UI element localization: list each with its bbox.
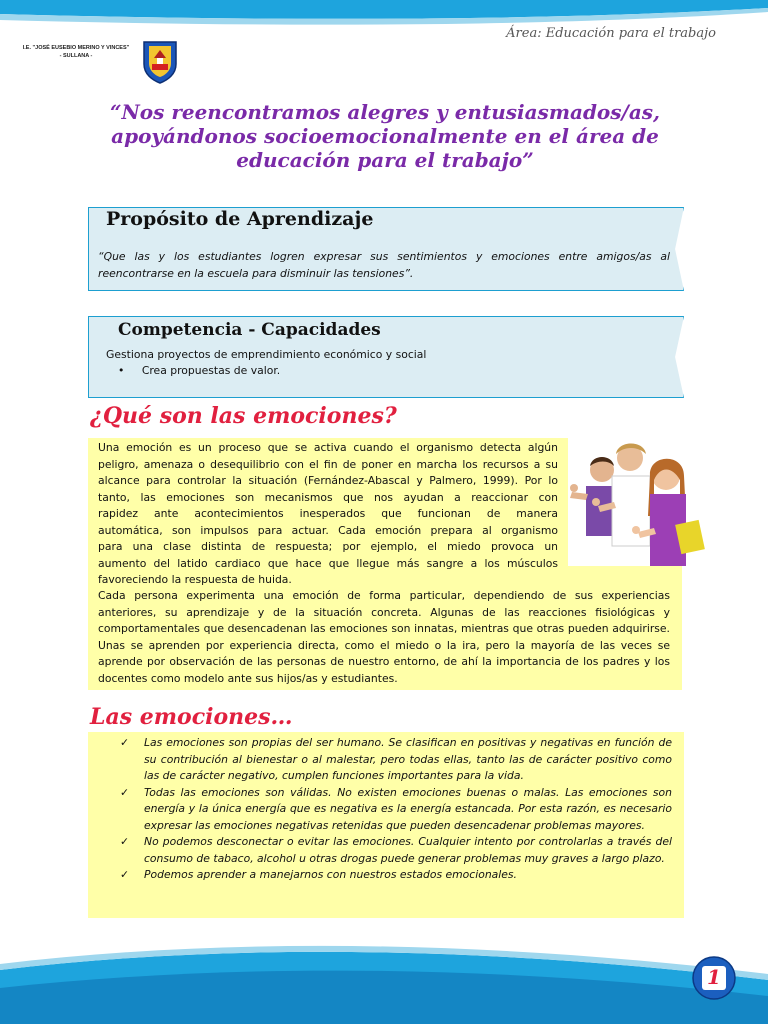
bullet-icon: •	[118, 364, 125, 377]
list-item	[94, 867, 672, 884]
footer-wave	[0, 930, 768, 1024]
page-number-badge	[690, 956, 738, 1000]
list-item-text: Todas las emociones son válidas. No existen emociones buenas o malas. Las emociones son energía y la única energía que es negativa es la energía estancada. Por esta razón, es necesario expresar las emociones negativas retenidas que pueden desencadenar problemas mayores.	[144, 785, 672, 832]
check-icon: ✓	[120, 736, 130, 749]
school-crest-icon	[140, 38, 180, 84]
competencia-bullet-text: Crea propuestas de valor.	[141, 364, 281, 377]
proposito-text: “Que las y los estudiantes logren expresar sus sentimientos y emociones entre amigos/as al reencontrarse en la escuela para disminuir las tensiones”.	[98, 250, 670, 280]
paragraph-line: para una clase distinta de respuesta; por ejemplo, el miedo provoca un	[98, 540, 558, 553]
paragraph-line: favoreciendo la respuesta de huida.	[98, 573, 292, 586]
competencia-bullet-item	[118, 363, 280, 380]
list-item-text: No podemos desconectar o evitar las emociones. Cualquier intento por controlarlas a través del consumo de tabaco, alcohol u otras drogas puede generar problemas muy graves a largo plazo.	[144, 835, 672, 865]
las-emociones-heading: Las emociones…	[90, 704, 293, 730]
school-city-line: - SULLANA -	[59, 53, 93, 59]
paragraph-line: Una emoción es un proceso que se activa cuando el organismo detecta algún	[98, 441, 558, 454]
page-title: “Nos reencontramos alegres y entusiasmados/as, apoyándonos socioemocionalmente en el área de educación para el trabajo”	[109, 100, 661, 172]
list-item	[94, 785, 672, 835]
school-name	[16, 44, 136, 60]
competencia-text: Gestiona proyectos de emprendimiento económico y social	[106, 348, 427, 361]
paragraph-line: alcance para controlar la situación (Fernández-Abascal y Palmero, 1999). Por lo	[98, 474, 558, 487]
check-icon: ✓	[120, 868, 130, 881]
page-number: 1	[707, 965, 721, 989]
check-icon: ✓	[120, 835, 130, 848]
list-item	[94, 735, 672, 785]
students-photo	[566, 436, 720, 566]
que-son-paragraph-2: Cada persona experimenta una emoción de forma particular, dependiendo de sus experiencias anteriores, su aprendizaje y de la situación concreta. Algunas de las reacciones fisiológicas y comportamentales que desencadenan las emociones son innatas, mientras que otras pueden adquirirse. Unas se aprenden por experiencia directa, como el miedo o la ira, pero la mayoría de las veces se aprende por observación de las personas de nuestro entorno, de ahí la importancia de los padres y los docentes como modelo ante sus hijos/as y estudiantes.	[98, 589, 670, 685]
paragraph-line: rapidez ante acontecimientos inesperados que funcionan de manera	[98, 507, 558, 520]
paragraph-line: aumento del latido cardiaco que hace que llegue más sangre a los músculos	[98, 556, 558, 570]
proposito-heading: Propósito de Aprendizaje	[106, 208, 374, 230]
paragraph-line: peligro, amenaza o desequilibrio con el fin de poner en marcha los recursos a su	[98, 457, 558, 471]
check-icon: ✓	[120, 785, 130, 799]
paragraph-line: tanto, las emociones son mecanismos que nos ayudan a reaccionar con	[98, 490, 558, 504]
school-name-line: I.E. "JOSÉ EUSEBIO MERINO Y VINCES"	[22, 45, 130, 51]
paragraph-line: automática, son impulsos para actuar. Cada emoción prepara al organismo	[98, 523, 558, 537]
list-item-text: Las emociones son propias del ser humano. Se clasifican en positivas y negativas en función de su contribución al bienestar o al malestar, pero todas ellas, tanto las de carácter positivo como las de carácter negativo, cumplen funciones importantes para la vida.	[144, 736, 672, 782]
que-son-heading: ¿Qué son las emociones?	[90, 403, 397, 429]
competencia-heading: Competencia - Capacidades	[118, 320, 381, 340]
list-item	[94, 834, 672, 867]
que-son-paragraph	[98, 440, 558, 589]
emociones-list	[94, 735, 672, 884]
list-item-text: Podemos aprender a manejarnos con nuestros estados emocionales.	[144, 868, 517, 881]
area-label: Área: Educación para el trabajo	[506, 26, 716, 41]
